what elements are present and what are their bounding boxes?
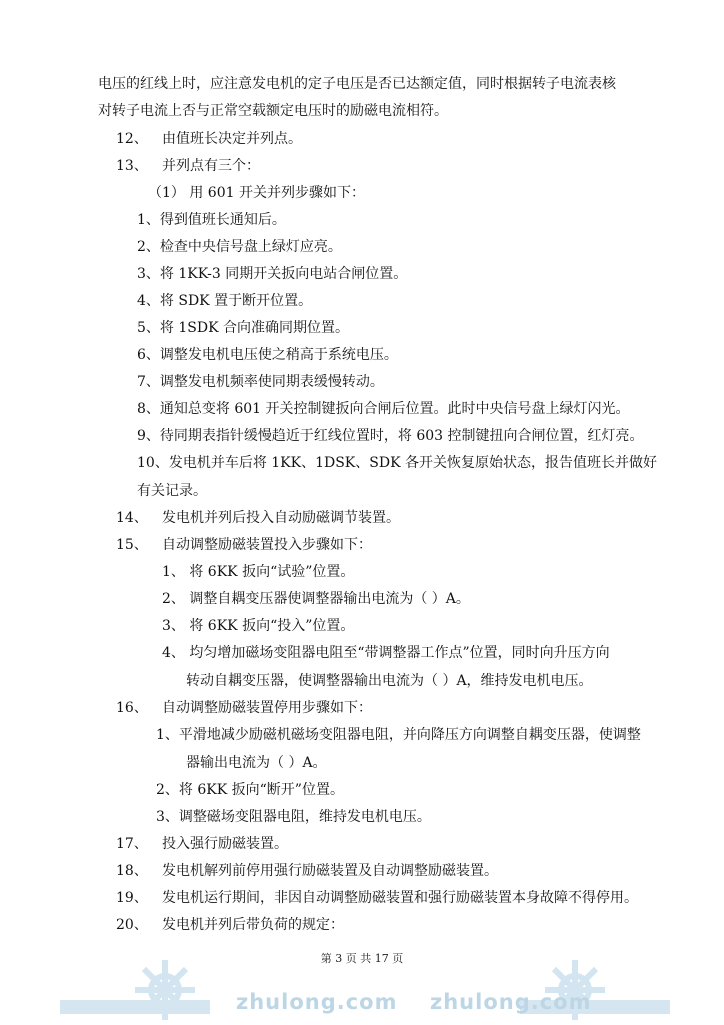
item-text: 发电机解列前停用强行励磁装置及自动调整励磁装置。: [162, 863, 498, 879]
intro-line-1: 电压的红线上时，应注意发电机的定子电压是否已达额定值，同时根据转子电流表核: [98, 76, 616, 92]
step-line-continued: 转动自耦变压器，使调整器输出电流为（ ）A，维持发电机电压。: [186, 673, 593, 689]
step-line: 2、检查中央信号盘上绿灯应亮。: [137, 239, 342, 255]
item-number: 16、: [116, 700, 148, 716]
step-line: 4、将 SDK 置于断开位置。: [137, 293, 313, 309]
step-line: 3、将 1KK-3 同期开关扳向电站合闸位置。: [137, 266, 408, 282]
step-line: 7、调整发电机频率使同期表缓慢转动。: [137, 374, 384, 390]
item-15: [116, 535, 372, 555]
step-line: 2、将 6KK 扳向“断开”位置。: [156, 782, 344, 798]
step-line: 8、通知总变将 601 开关控制键扳向合闸后位置。此时中央信号盘上绿灯闪光。: [137, 401, 630, 417]
watermark-text: zhulong.com: [236, 990, 398, 1014]
item-13: [116, 156, 260, 176]
item-text: 自动调整励磁装置投入步骤如下：: [162, 537, 372, 553]
item-text: 发电机运行期间，非因自动调整励磁装置和强行励磁装置本身故障不得停用。: [162, 890, 638, 906]
watermark-band: [60, 1000, 210, 1014]
item-number: 20、: [116, 917, 148, 933]
page-footer: 第 3 页 共 17 页: [320, 952, 404, 965]
step-line: 1、平滑地减少励磁机磁场变阻器电阻，并向降压方向调整自耦变压器，使调整: [156, 727, 641, 743]
item-text: 投入强行励磁装置。: [162, 836, 288, 852]
item-17: [116, 834, 288, 854]
step-line: 9、待同期表指针缓慢趋近于红线位置时，将 603 控制键扭向合闸位置，红灯亮。: [137, 428, 644, 444]
item-12: [116, 129, 302, 149]
item-14: [116, 508, 400, 528]
item-text: 发电机并列后投入自动励磁调节装置。: [162, 510, 400, 526]
step-line: 3、调整磁场变阻器电阻，维持发电机电压。: [156, 809, 431, 825]
step-line: 10、发电机并车后将 1KK、1DSK、SDK 各开关恢复原始状态，报告值班长并做好: [137, 455, 657, 471]
step-line-continued: 器输出电流为（ ）A。: [186, 755, 327, 771]
step-line: 1、得到值班长通知后。: [137, 212, 286, 228]
item-text: 发电机并列后带负荷的规定：: [162, 917, 344, 933]
item-text: 由值班长决定并列点。: [162, 131, 302, 147]
item-16: [116, 698, 372, 718]
snowflake-watermark-icon: [130, 955, 200, 1025]
item-19: [116, 888, 638, 908]
item-number: 19、: [116, 890, 148, 906]
step-line: 6、调整发电机电压使之稍高于系统电压。: [137, 347, 398, 363]
item-number: 15、: [116, 537, 148, 553]
item-text: 自动调整励磁装置停用步骤如下：: [162, 700, 372, 716]
item-18: [116, 861, 498, 881]
step-line: 3、 将 6KK 扳向“投入”位置。: [162, 618, 355, 634]
intro-line-2: 对转子电流上否与正常空载额定电压时的励磁电流相符。: [98, 103, 448, 119]
item-number: 13、: [116, 158, 148, 174]
item-number: 17、: [116, 836, 148, 852]
sub-heading-601: （1） 用 601 开关并列步骤如下：: [148, 185, 365, 201]
item-text: 并列点有三个：: [162, 158, 260, 174]
step-line: 4、 均匀增加磁场变阻器电阻至“带调整器工作点”位置，同时向升压方向: [162, 645, 610, 661]
item-20: [116, 915, 344, 935]
item-number: 14、: [116, 510, 148, 526]
step-line: 2、 调整自耦变压器使调整器输出电流为（ ）A。: [162, 591, 470, 607]
step-line: 5、将 1SDK 合向准确同期位置。: [137, 320, 349, 336]
step-line: 1、 将 6KK 扳向“试验”位置。: [162, 564, 355, 580]
item-number: 18、: [116, 863, 148, 879]
step-line-continued: 有关记录。: [137, 483, 207, 499]
item-number: 12、: [116, 131, 148, 147]
watermark-text: zhulong.com: [430, 990, 592, 1014]
